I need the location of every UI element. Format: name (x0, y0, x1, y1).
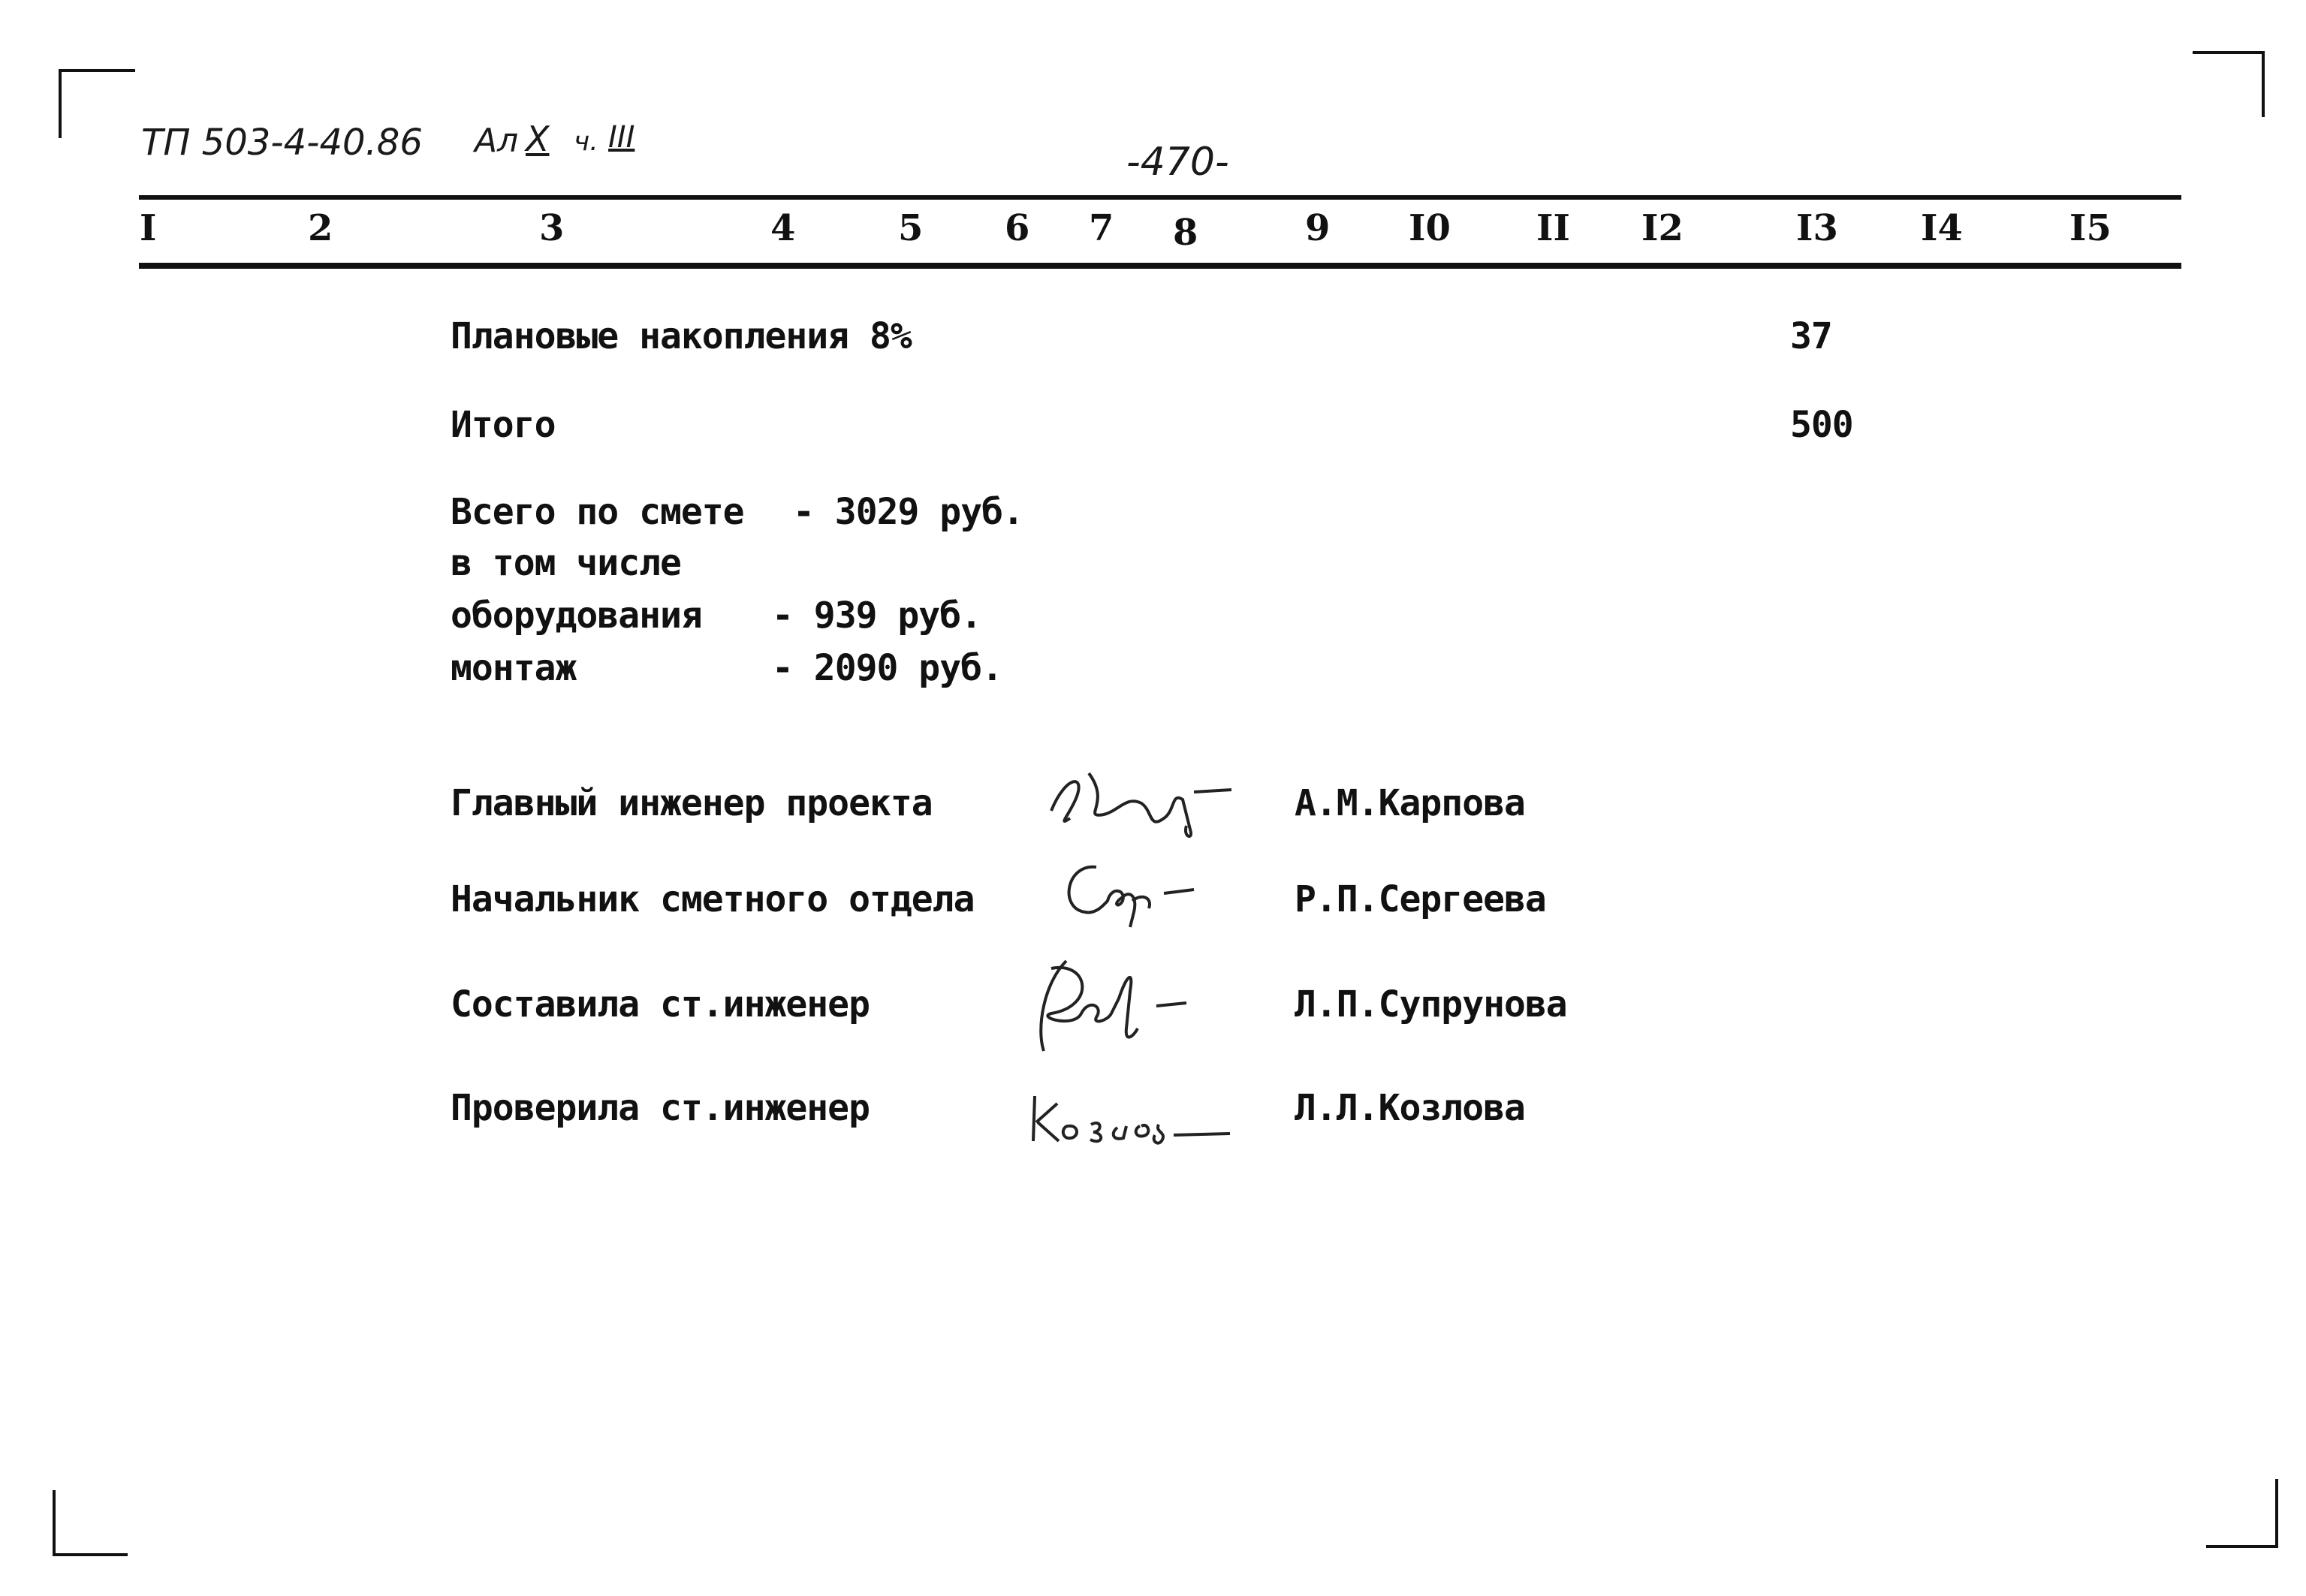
signer-name: Л.П.Супрунова (1295, 983, 1567, 1025)
corner-mark-bottom-right (2206, 1545, 2278, 1548)
column-header: I4 (1921, 207, 1963, 249)
signature (1051, 856, 1201, 931)
doc-code: ТП 503-4-40.86 (141, 122, 423, 164)
corner-mark-bottom-left (53, 1553, 128, 1556)
column-header: I0 (1409, 207, 1451, 249)
page-number: -470- (1126, 140, 1229, 185)
signer-name: Р.П.Сергеева (1295, 878, 1546, 920)
column-header: 2 (308, 207, 333, 249)
column-header: I5 (2069, 207, 2112, 249)
summary-value: - 939 руб. (772, 595, 981, 637)
signer-name: А.М.Карпова (1295, 782, 1525, 824)
summary-label: в том числе (451, 542, 681, 584)
row-value: 500 (1790, 404, 1853, 446)
corner-mark-bottom-right (2275, 1479, 2278, 1548)
table-header-bottom-rule (139, 263, 2181, 269)
summary-label: оборудования (451, 595, 702, 637)
column-header: 3 (539, 207, 565, 249)
signer-name: Л.Л.Козлова (1295, 1087, 1525, 1129)
signer-role: Главный инженер проекта (451, 782, 933, 824)
column-header: 7 (1089, 207, 1114, 249)
album-number: X (526, 119, 550, 159)
signer-role: Составила ст.инженер (451, 983, 870, 1025)
corner-mark-top-left (59, 69, 62, 138)
part-number: III (608, 120, 635, 155)
signer-role: Начальник сметного отдела (451, 878, 975, 920)
signer-role: Проверила ст.инженер (451, 1087, 870, 1129)
column-header: 6 (1005, 207, 1030, 249)
corner-mark-top-right (2262, 51, 2265, 117)
column-header: 5 (898, 207, 924, 249)
album-prefix: Ал (475, 122, 519, 160)
summary-label: монтаж (451, 647, 577, 689)
row-label: Итого (451, 404, 556, 446)
part-prefix: ч. (574, 126, 598, 157)
row-label: Плановые накопления 8% (451, 315, 912, 357)
summary-value: - 3029 руб. (793, 491, 1023, 533)
column-header: I (140, 207, 157, 249)
column-header: I2 (1641, 207, 1684, 249)
column-header: 4 (770, 207, 796, 249)
signature (1027, 1089, 1245, 1149)
column-header: 9 (1305, 207, 1331, 249)
signature (1021, 946, 1201, 1066)
signature (1044, 758, 1239, 841)
corner-mark-bottom-left (53, 1490, 56, 1556)
summary-value: - 2090 руб. (772, 647, 1002, 689)
column-header: I3 (1796, 207, 1838, 249)
column-header: 8 (1173, 212, 1198, 254)
corner-mark-top-right (2193, 51, 2265, 54)
corner-mark-top-left (59, 69, 135, 72)
column-header: II (1536, 207, 1570, 249)
summary-label: Всего по смете (451, 491, 744, 533)
table-top-rule (139, 195, 2181, 200)
row-value: 37 (1790, 315, 1832, 357)
